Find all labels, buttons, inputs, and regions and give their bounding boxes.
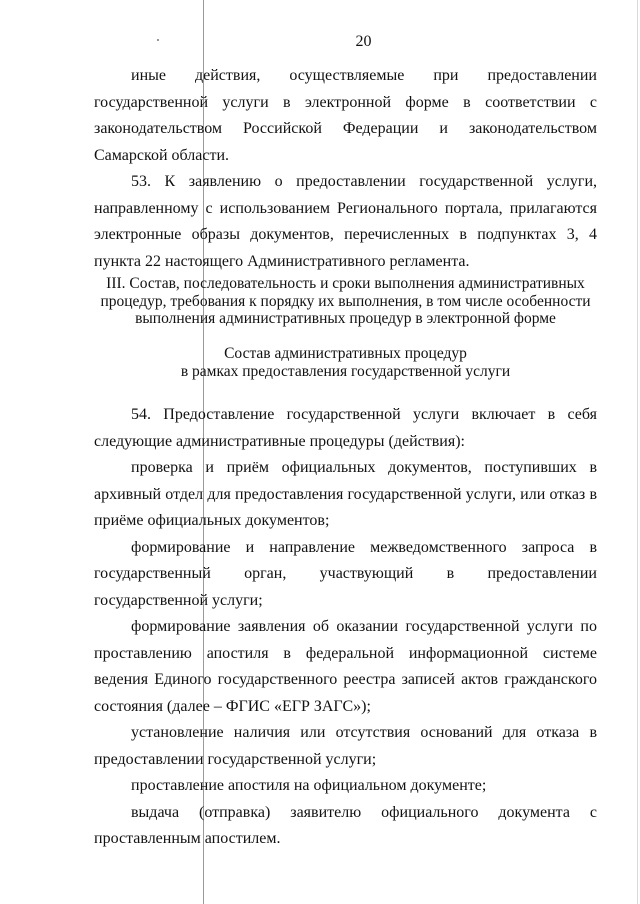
- subsection-heading-line-2: в рамках предоставления государственной услуги: [180, 362, 511, 380]
- procedure-item-refusal-grounds: установление наличия или отсутствия оснований для отказа в предоставлении государственной услуги;: [94, 724, 597, 768]
- paragraph-other-actions: иные действия, осуществляемые при предоставлении государственной услуги в электронной форме в соответствии с законодательством Российской Федерации и законодательством Самарской области.: [94, 67, 597, 164]
- subsection-heading-line-1: Состав административных процедур: [224, 345, 467, 362]
- section-heading: [94, 275, 597, 328]
- paragraph-53: 53. К заявлению о предоставлении государственной услуги, направленному с использованием Регионального портала, прилагаются электронные образы документов, перечисленных в подпунктах 3, 4 пункта 22 настоящего Административного регламента.: [94, 173, 597, 270]
- section-heading-line-1: III. Состав, последовательность и сроки выполнения административных: [106, 275, 585, 292]
- procedure-item-fgis-application: формирование заявления об оказании государственной услуги по проставлению апостиля в федеральной информационной системе ведения Единого государственного реестра записей актов гражданского состояния (далее – ФГИС «ЕГР ЗАГС»);: [94, 618, 597, 715]
- section-heading-line-2: процедур, требования к порядку их выполнения, в том числе особенности: [100, 292, 591, 310]
- procedure-item-issue-document: выдача (отправка) заявителю официального документа с проставленным апостилем.: [94, 803, 597, 847]
- procedure-item-check-documents: проверка и приём официальных документов, поступивших в архивный отдел для предоставления государственной услуги, или отказ в приёме официальных документов;: [94, 459, 597, 529]
- text-block-top: [94, 63, 597, 275]
- section-heading-line-3: выполнения административных процедур в электронной форме: [135, 310, 556, 327]
- scan-edge-line: [637, 0, 638, 904]
- paragraph-54: 54. Предоставление государственной услуги включает в себя следующие административные процедуры (действия):: [94, 406, 597, 450]
- procedure-item-apostille: проставление апостиля на официальном документе;: [131, 777, 487, 794]
- page-number: 20: [355, 33, 372, 50]
- subsection-heading: [94, 345, 597, 380]
- text-block-procedures: [94, 402, 597, 853]
- procedure-item-interagency-request: формирование и направление межведомственного запроса в государственный орган, участвующий в предоставлении государственной услуги;: [94, 538, 597, 609]
